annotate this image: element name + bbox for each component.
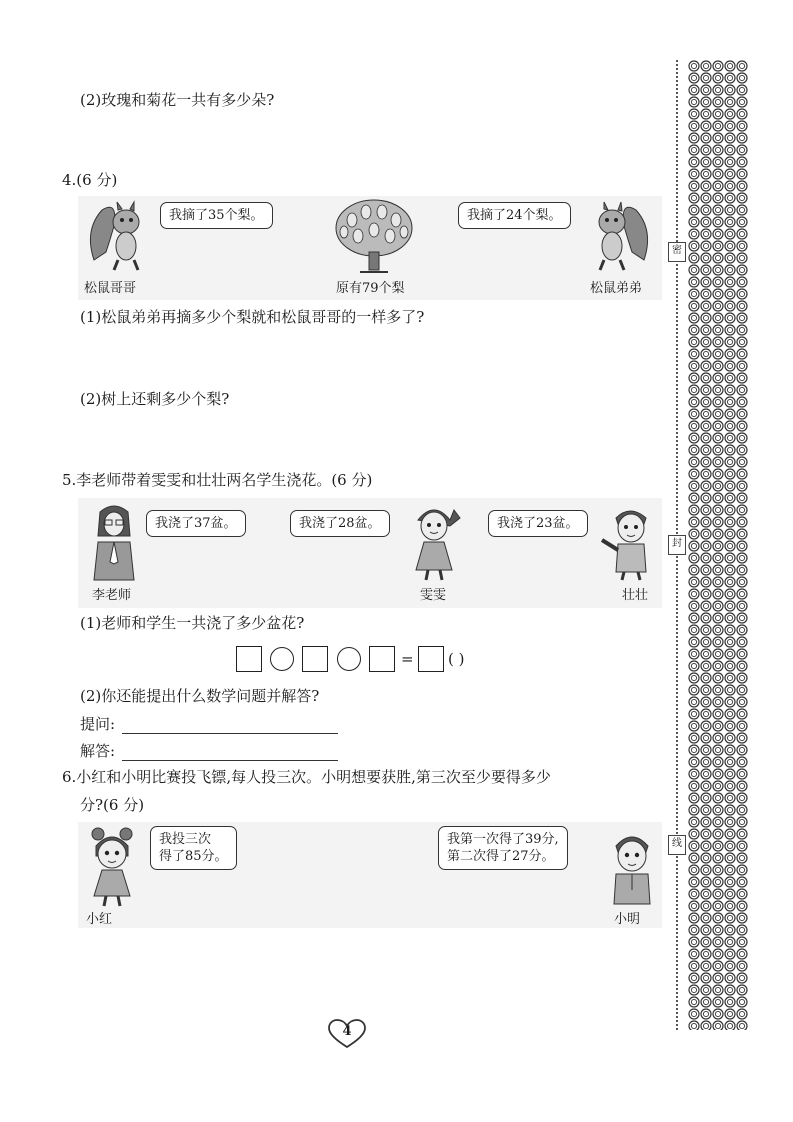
q6-bubble-xiaohong-line2: 得了85分。 (159, 849, 228, 864)
q6-title-line1: 6.小红和小明比赛投飞镖,每人投三次。小明想要获胜,第三次至少要得多少 (62, 768, 551, 786)
q5-label-zhuang: 壮壮 (622, 588, 649, 603)
q6-bubble-xiaoming-line1: 我第一次得了39分, (447, 832, 559, 847)
q5-label-wenwen: 雯雯 (420, 588, 447, 603)
q6-label-xiaoming: 小明 (614, 912, 641, 927)
q5-sub2: (2)你还能提出什么数学问题并解答? (80, 687, 320, 705)
answer-box-1[interactable] (236, 646, 262, 672)
q4-label-right: 松鼠弟弟 (590, 281, 643, 296)
q4-label-center: 原有79个梨 (336, 281, 405, 296)
q4-bubble-left: 我摘了35个梨。 (160, 202, 273, 229)
q6-bubble-xiaohong-line1: 我投三次 (159, 832, 212, 847)
q3-sub2: (2)玫瑰和菊花一共有多少朵? (80, 91, 275, 109)
answer-label: 解答: (80, 742, 116, 760)
answer-box-2[interactable] (302, 646, 328, 672)
q6-bubble-xiaoming (438, 826, 568, 870)
q4-label-left: 松鼠哥哥 (84, 281, 137, 296)
decorative-circle-rail (688, 60, 748, 1030)
squirrel-brother-icon (84, 200, 154, 272)
ask-answer-line[interactable] (122, 733, 338, 734)
q4-title: 4.(6 分) (62, 171, 118, 189)
q5-sub1: (1)老师和学生一共浇了多少盆花? (80, 614, 305, 632)
q5-bubble-wenwen: 我浇了28盆。 (290, 510, 390, 537)
operator-circle-1[interactable] (270, 647, 294, 671)
boy-zhuangzhuang-icon (600, 500, 660, 582)
page-number: 4 (342, 1024, 352, 1039)
pear-tree-icon (332, 198, 416, 274)
q4-sub2: (2)树上还剩多少个梨? (80, 390, 230, 408)
q5-bubble-zhuang: 我浇了23盆。 (488, 510, 588, 537)
solve-answer-line[interactable] (122, 760, 338, 761)
girl-xiaohong-icon (80, 824, 144, 908)
girl-wenwen-icon (404, 500, 464, 582)
seal-label-mi: 密 (668, 242, 686, 262)
ask-label: 提问: (80, 715, 116, 733)
seal-label-xian: 线 (668, 835, 686, 855)
operator-circle-2[interactable] (337, 647, 361, 671)
q6-label-xiaohong: 小红 (86, 912, 113, 927)
answer-box-3[interactable] (369, 646, 395, 672)
q4-sub1: (1)松鼠弟弟再摘多少个梨就和松鼠哥哥的一样多了? (80, 308, 425, 326)
seal-label-feng: 封 (668, 535, 686, 555)
q5-bubble-teacher: 我浇了37盆。 (146, 510, 246, 537)
q6-bubble-xiaohong (150, 826, 237, 870)
unit-paren[interactable]: ( ) (448, 650, 465, 668)
squirrel-younger-icon (584, 200, 654, 272)
q6-bubble-xiaoming-line2: 第二次得了27分。 (447, 849, 555, 864)
teacher-li-icon (86, 502, 142, 582)
q6-title-line2: 分?(6 分) (80, 796, 145, 814)
q5-label-teacher: 李老师 (92, 588, 132, 603)
q5-title: 5.李老师带着雯雯和壮壮两名学生浇花。(6 分) (62, 471, 373, 489)
boy-xiaoming-icon (602, 824, 662, 908)
answer-box-result[interactable] (418, 646, 444, 672)
q4-bubble-right: 我摘了24个梨。 (458, 202, 571, 229)
equals-sign: = (401, 650, 414, 668)
